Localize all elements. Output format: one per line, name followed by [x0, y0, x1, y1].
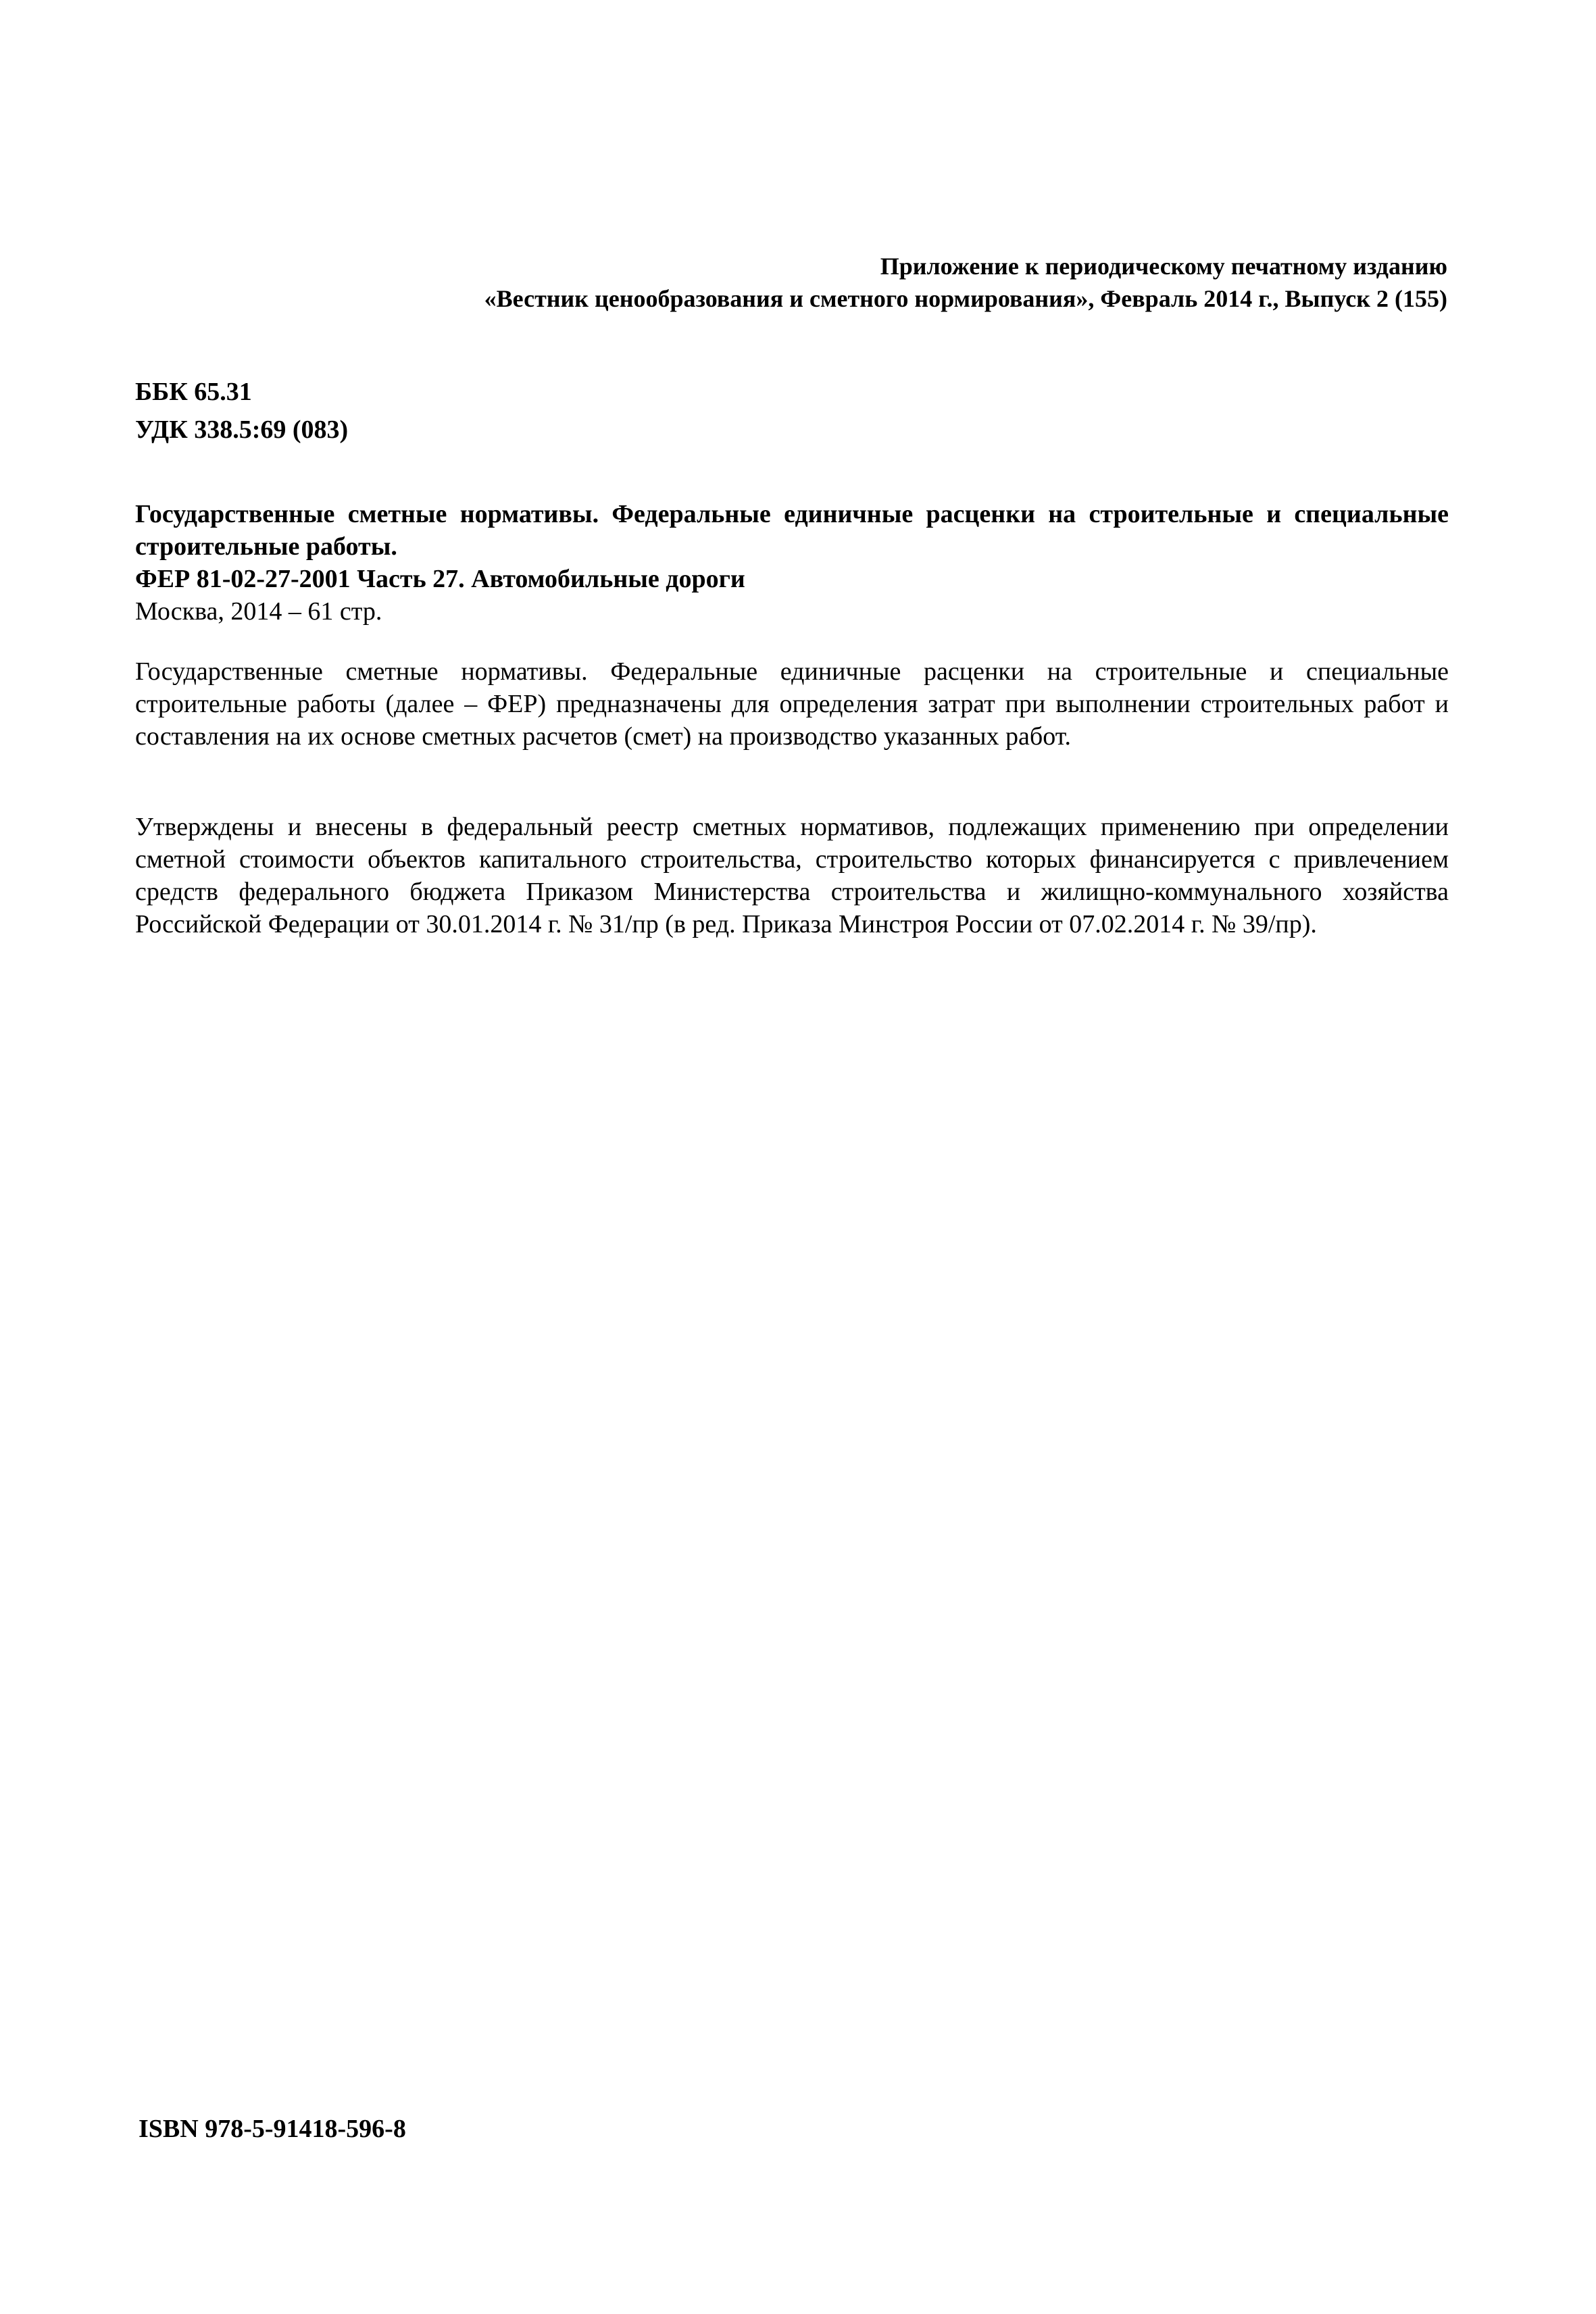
- udk-code: УДК 338.5:69 (083): [135, 416, 349, 444]
- bbk-code: ББК 65.31: [135, 378, 252, 406]
- isbn: ISBN 978-5-91418-596-8: [139, 2115, 406, 2143]
- publication-note-line-2: «Вестник ценообразования и сметного нормирования», Февраль 2014 г., Выпуск 2 (155): [484, 285, 1447, 312]
- publication-note: [299, 250, 1447, 315]
- document-title: Государственные сметные нормативы. Федеральные единичные расценки на строительные и специальные строительные работы.: [135, 500, 1449, 561]
- description-paragraph: Государственные сметные нормативы. Федеральные единичные расценки на строительные и специальные строительные работы (далее – ФЕР) предназначены для определения затрат при выполнении строительных работ и составления на их основе сметных расчетов (смет) на производство указанных работ.: [135, 657, 1449, 751]
- document-part-title: ФЕР 81-02-27-2001 Часть 27. Автомобильные дороги: [135, 565, 745, 593]
- approval-paragraph: Утверждены и внесены в федеральный реестр сметных нормативов, подлежащих применению при определении сметной стоимости объектов капитального строительства, строительство которых финансируется с привлечением средств федерального бюджета Приказом Министерства строительства и жилищно-коммунального хозяйства Российской Федерации от 30.01.2014 г. № 31/пр (в ред. Приказа Минстроя России от 07.02.2014 г. № 39/пр).: [135, 813, 1449, 938]
- classification-codes: [135, 373, 348, 449]
- publication-place-year: Москва, 2014 – 61 стр.: [135, 597, 382, 626]
- publication-note-line-1: Приложение к периодическому печатному изданию: [880, 253, 1447, 280]
- title-block: [135, 498, 1449, 628]
